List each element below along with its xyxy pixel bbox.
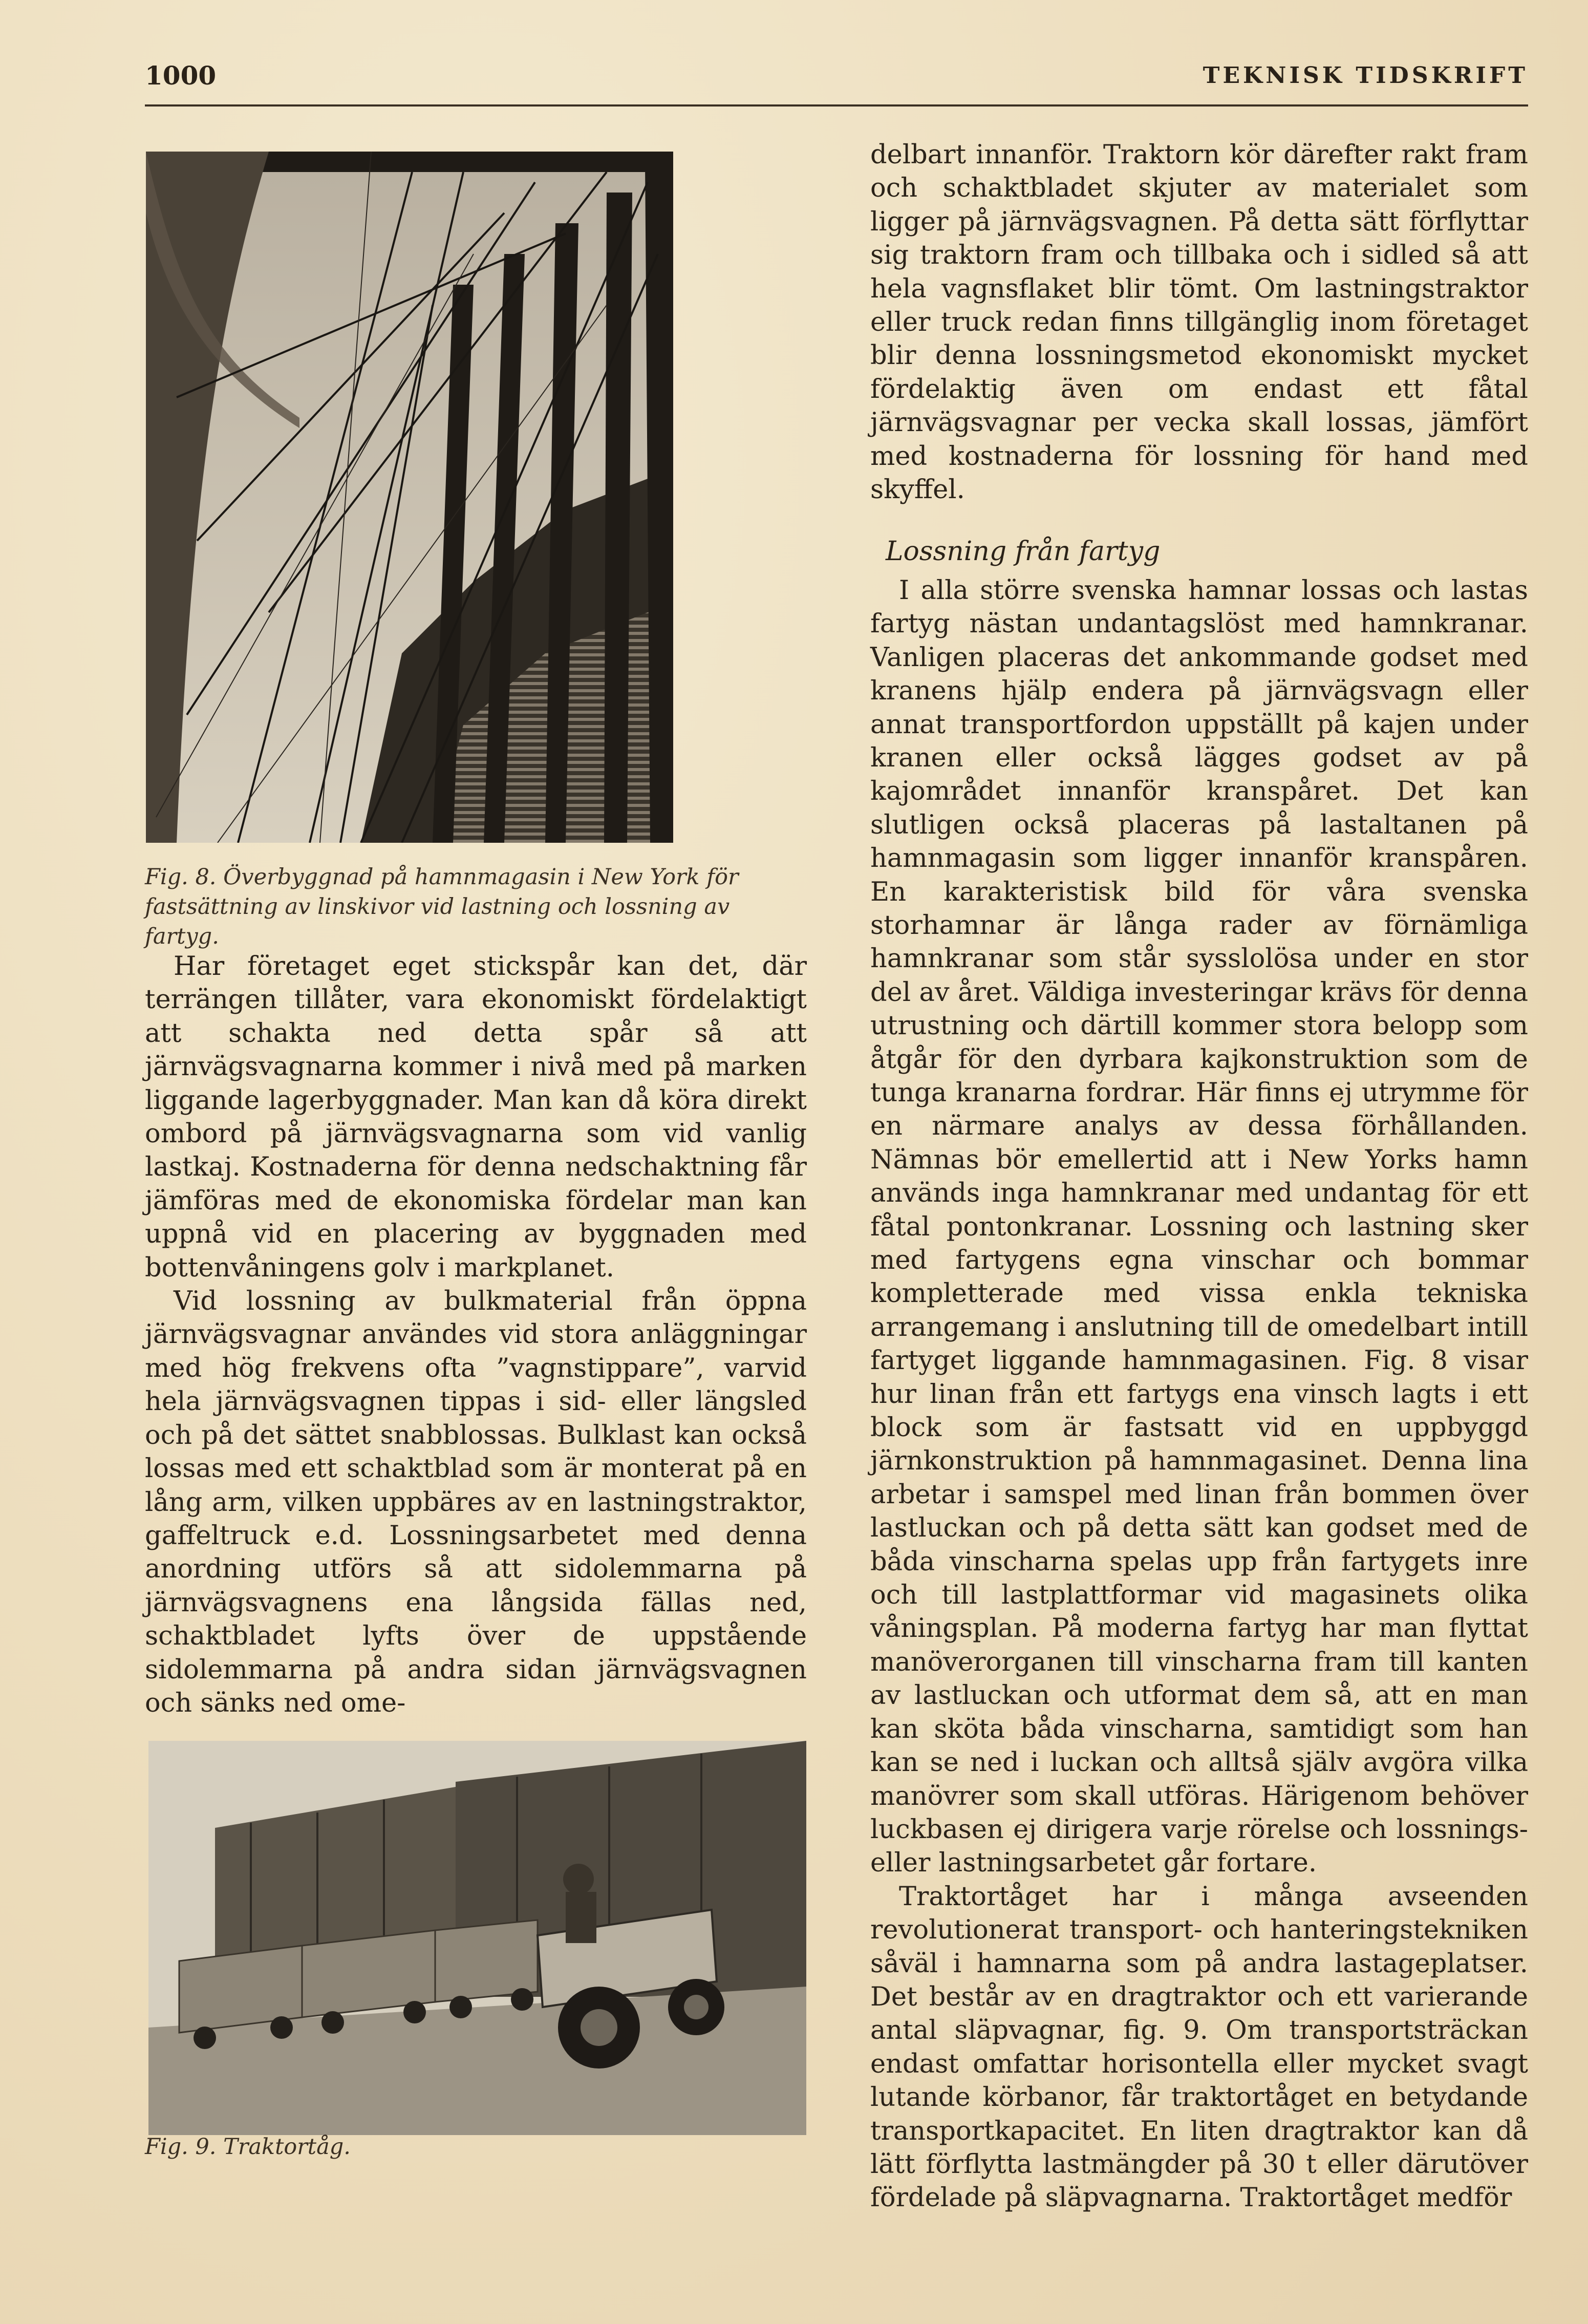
left-paragraph: Vid lossning av bulkmaterial från öppna järnvägsvagnar användes vid stora anläggningar med hög frekvens ofta ”vagnstippare”, varvid hela järnvägsvagnen tippas i sid- eller längsled och på det sättet snabblossas. Bulklast kan också lossas med ett schaktblad som är monterat på en lång arm, vilken uppbäres av en lastningstraktor, gaffeltruck e.d. Lossningsarbetet med denna anordning utförs så att sidolemmarna på järnvägsvagnens ena långsida fällas ned, schaktbladet lyfts över de uppstående sidolemmarna på andra sidan järnvägsvagnen och sänks ned ome-: [145, 1286, 807, 1718]
right-paragraph: Traktortåget har i många avseenden revolutionerat transport- och hanteringstekniken såväl i hamnarna som på andra lastageplatser. Det består av en dragtraktor och ett varierande antal släpvagnar, fig. 9. Om transportsträckan endast omfattar horisontella eller mycket svagt lutande körbanor, får traktortåget en betydande transportkapacitet. En liten dragtraktor kan då lätt förflytta lastmängder på 30 t eller därutöver fördelade på släpvagnarna. Traktortåget medför: [870, 1881, 1528, 2213]
left-column: [145, 950, 807, 1720]
fig8-photo-drawing: [146, 152, 673, 843]
fig8-caption: Fig. 8. Överbyggnad på hamnmagasin i New York för fastsättning av linskivor vid lastning och lossning av fartyg.: [145, 864, 739, 949]
right-continuation: delbart innanför. Traktorn kör därefter rakt fram och schaktbladet skjuter av materialet som ligger på järnvägsvagnen. På detta sätt förflyttar sig traktorn fram och tillbaka och i sidled så att hela vagnsflaket blir tömt. Om lastningstraktor eller truck redan finns tillgänglig inom företaget blir denna lossningsmetod ekonomiskt mycket fördelaktig även om endast ett fåtal järnvägsvagnar per vecka skall lossas, jämfört med kostnaderna för lossning för hand med skyffel.: [870, 140, 1528, 505]
fig9-caption: Fig. 9. Traktortåg.: [145, 2134, 351, 2160]
right-paragraph: I alla större svenska hamnar lossas och lastas fartyg nästan undantagslöst med hamnkranar. Vanligen placeras det ankommande godset med kranens hjälp endera på järnvägsvagn eller annat transportfordon uppställt på kajen under kranen eller också lägges godset av på kajområdet innanför kranspåret. Det kan slutligen också placeras på lastaltanen på hamnmagasin som ligger innanför kranspåren. En karakteristisk bild för våra svenska storhamnar är långa rader av förnämliga hamnkranar som står sysslolösa under en stor del av året. Väldiga investeringar krävs för denna utrustning och därtill kommer stora belopp som åtgår för den dyrbara kajkonstruktion som de tunga kranarna fordrar. Här finns ej utrymme för en närmare analys av dessa förhållanden. Nämnas bör emellertid att i New Yorks hamn används inga hamnkranar med undantag för ett fåtal pontonkranar. Lossning och lastning sker med fartygens egna vinschar och bommar kompletterade med vissa enkla tekniska arrangemang i anslutning till de omedelbart intill fartyget liggande hamnmagasinen. Fig. 8 visar hur linan från ett fartygs ena vinsch lagts i ett block som är fastsatt vid en uppbyggd järnkonstruktion på hamnmagasinet. Denna lina arbetar i samspel med linan från bommen över lastluckan och på detta sätt kan godset med de båda vinscharna spelas upp från fartygets inre och till lastplattformar vid magasinets olika våningsplan. På moderna fartyg har man flyttat manöverorganen till vinscharna fram till kanten av lastluckan och utformat dem så, att en man kan sköta båda vinscharna, samtidigt som han kan se ned i luckan och alltså själv avgöra vilka manövrer som skall utföras. Härigenom behöver luckbasen ej dirigera varje rörelse och lossnings- eller lastningsarbetet går fortare.: [870, 575, 1528, 1879]
fig9-photo: [148, 1741, 806, 2135]
left-paragraph: Har företaget eget stickspår kan det, där terrängen tillåter, vara ekonomiskt fördelaktigt att schakta ned detta spår så att järnvägsvagnarna kommer i nivå med på marken liggande lagerbyggnader. Man kan då köra direkt ombord på järnvägsvagnarna som vid vanlig lastkaj. Kostnaderna för denna nedschaktning får jämföras med de ekonomiska fördelar man kan uppnå vid en placering av byggnaden med bottenvåningens golv i markplanet.: [145, 951, 807, 1283]
header-rule: [145, 104, 1528, 106]
journal-title: TEKNISK TIDSKRIFT: [1203, 62, 1528, 89]
page-number: 1000: [145, 60, 217, 91]
section-heading: Lossning från fartyg: [886, 536, 1161, 567]
page-header: [145, 60, 1528, 106]
fig9-photo-drawing: [148, 1741, 806, 2135]
fig8-photo: [146, 152, 673, 843]
right-column: [870, 138, 1528, 2215]
